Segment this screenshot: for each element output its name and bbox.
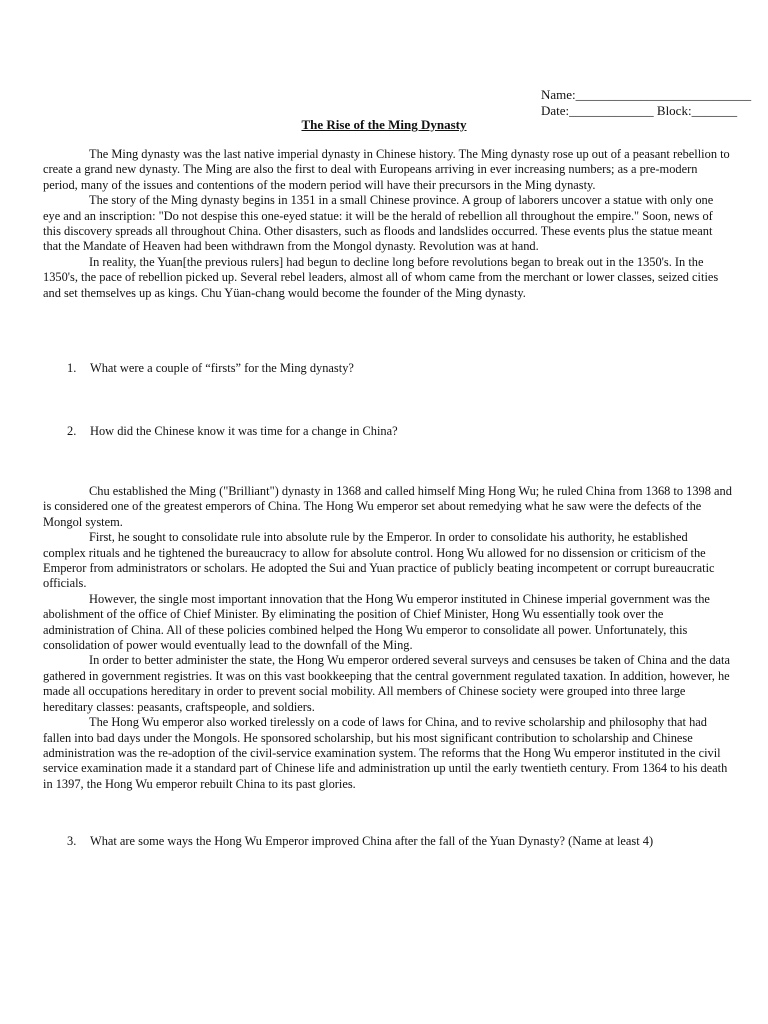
paragraph: In reality, the Yuan[the previous rulers] had begun to decline long before revolutions began to break out in the 1350's. In the 1350's, the pace of rebellion picked up. Several rebel leaders, almost all of whom came from the merchant or lower classes, seized cities and set themselves up as kings. Chu Yüan-chang would become the founder of the Ming dynasty. (43, 254, 719, 300)
question-number: 2. (67, 424, 77, 438)
paragraph: Chu established the Ming ("Brilliant") dynasty in 1368 and called himself Ming Hong Wu; he ruled China from 1368 to 1398 and is considered one of the greatest emperors of China. The Hong Wu emperor set about remedying what he saw were the defects of the Mongol system. (43, 484, 732, 529)
date-block-line: Date:_____________ Block:_______ (541, 103, 738, 118)
question-text: What were a couple of “firsts” for the Ming dynasty? (90, 361, 354, 375)
paragraph: However, the single most important innovation that the Hong Wu emperor instituted in Chinese imperial government was the abolishment of the office of Chief Minister. By eliminating the position of Chief Minister, Hong Wu essentially took over the administration of China. All of these policies combined helped the Hong Wu emperor to consolidate all power. Unfortunately, this consolidation of power would eventually lead to the downfall of the Ming. (43, 591, 710, 653)
question-number: 3. (67, 834, 77, 848)
paragraph: The story of the Ming dynasty begins in 1351 in a small Chinese province. A group of laborers uncover a statue with only one eye and an inscription: "Do not despise this one-eyed statue: it will be the herald of rebellion all throughout the empire." Soon, news of this discovery spreads all throughout China. Other disasters, such as floods and landslides occurred. These events plus the statue meant that the Mandate of Heaven had been withdrawn from the Mongol dynasty. Revolution was at hand. (43, 193, 714, 254)
question-number: 1. (67, 361, 77, 375)
question-2 (67, 424, 727, 439)
document-title: The Rise of the Ming Dynasty (301, 117, 467, 132)
paragraph: The Hong Wu emperor also worked tirelessly on a code of laws for China, and to revive scholarship and philosophy that had fallen into bad days under the Mongols. He sponsored scholarship, but his most significant contribution to scholarship and Chinese administration was the re-adoption of the civil-service examination system. The reforms that the Hong Wu emperor instituted in the civil service examination made it a standard part of Chinese life and administration up until the early twentieth century. From 1364 to his death in 1397, the Hong Wu emperor rebuilt China to its past glories. (43, 715, 728, 791)
student-info-header (541, 87, 751, 119)
paragraph: In order to better administer the state, the Hong Wu emperor ordered several surveys and censuses be taken of China and the data gathered in government registries. It was on this vast bookkeeping that the central government regulated taxation. In addition, however, he made all occupations hereditary in order to prevent social mobility. All members of Chinese society were grouped into three large hereditary classes: peasants, craftspeople, and soldiers. (43, 653, 730, 714)
paragraph: First, he sought to consolidate rule into absolute rule by the Emperor. In order to consolidate his authority, he established complex rituals and he tightened the bureaucracy to allow for absolute control. Hong Wu allowed for no dissension or criticism of the Emperor from administrators or scholars. He adopted the Sui and Yuan practice of publicly beating incompetent or corrupt bureaucratic officials. (43, 530, 715, 591)
paragraph: The Ming dynasty was the last native imperial dynasty in Chinese history. The Ming dynasty rose up out of a peasant rebellion to create a grand new dynasty. The Ming are also the first to deal with Europeans arriving in ever increasing numbers; as a pre-modern period, many of the issues and contentions of the modern period will have their precursors in the Ming dynasty. (43, 147, 730, 192)
question-1 (67, 361, 727, 376)
reading-section-1 (43, 147, 733, 301)
question-text: How did the Chinese know it was time for a change in China? (90, 424, 398, 438)
name-line: Name:___________________________ (541, 87, 752, 102)
question-text: What are some ways the Hong Wu Emperor improved China after the fall of the Yuan Dynasty? (Name at least 4) (90, 834, 654, 848)
reading-section-2 (43, 484, 733, 792)
question-3 (67, 834, 727, 849)
